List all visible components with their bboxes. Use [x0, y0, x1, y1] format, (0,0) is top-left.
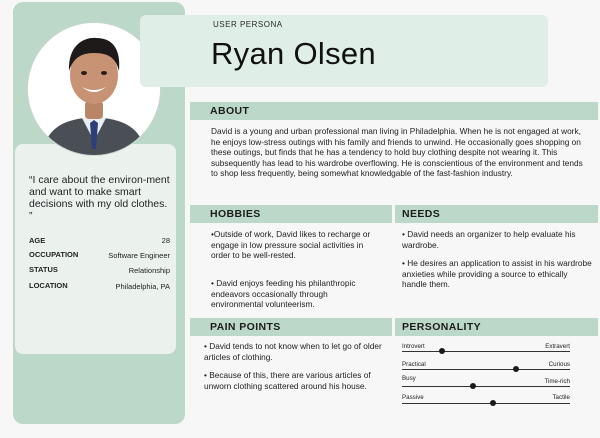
about-text: David is a young and urban professional man living in Philadelphia. When he is not engaged at work, he enjoys low-stress outings with his family and friends to unwind. He occasionally goes shopping on these outings, but finds that he has a tendency to hold buy clothing despite not wearing it. This subsequently has lead to his wardrobe overflowing. He is conscientious of the environment and tends to shop less frequently, being somewhat knowledgable of the fast-fashion industry. — [211, 126, 583, 178]
pain-point-item: • Because of this, there are various articles of unworn clothing scattered around his house. — [204, 370, 371, 391]
location-value: Philadelphia, PA — [115, 282, 170, 291]
age-value: 28 — [161, 236, 170, 245]
age-label: AGE — [29, 236, 46, 245]
occupation-value: Software Engineer — [108, 251, 170, 260]
need-item: • David needs an organizer to help evaluate his wardrobe. — [402, 229, 576, 250]
slider-track — [402, 386, 570, 387]
slider-right-label: Time-rich — [544, 378, 570, 385]
pain-points-title: PAIN POINTS — [210, 321, 281, 333]
status-value: Relationship — [128, 266, 170, 275]
persona-quote: “I care about the environ-ment and want to make smart decisions with my old clothes. ” — [29, 174, 170, 222]
personality-title: PERSONALITY — [402, 321, 482, 333]
slider-track — [402, 351, 570, 352]
hobbies-title: HOBBIES — [210, 208, 261, 220]
slider-knob[interactable] — [490, 400, 496, 406]
slider-left-label: Passive — [402, 394, 424, 401]
slider-knob[interactable] — [470, 383, 476, 389]
pain-point-item: • David tends to not know when to let go of older articles of clothing. — [204, 341, 382, 362]
hobby-item: • David enjoys feeding his philanthropic endeavors occasionally through environmental volunteerism. — [211, 278, 356, 309]
persona-tag: USER PERSONA — [213, 20, 283, 29]
slider-knob[interactable] — [439, 348, 445, 354]
slider-right-label: Curious — [548, 361, 570, 368]
about-bar — [190, 102, 598, 120]
slider-right-label: Extravert — [545, 343, 570, 350]
hobby-item: •Outside of work, David likes to recharge or engage in low pressure social activities in order to be well-rested. — [211, 229, 371, 260]
slider-left-label: Introvert — [402, 343, 425, 350]
about-title: ABOUT — [210, 105, 250, 117]
slider-knob[interactable] — [513, 366, 519, 372]
occupation-label: OCCUPATION — [29, 250, 79, 259]
status-label: STATUS — [29, 265, 58, 274]
need-item: • He desires an application to assist in his wardrobe anxieties while providing a source to ethically handle them. — [402, 258, 592, 289]
slider-track — [402, 403, 570, 404]
needs-title: NEEDS — [402, 208, 441, 220]
persona-name: Ryan Olsen — [211, 36, 376, 71]
slider-left-label: Busy — [402, 375, 416, 382]
slider-left-label: Practical — [402, 361, 426, 368]
slider-track — [402, 369, 570, 370]
location-label: LOCATION — [29, 281, 68, 290]
slider-right-label: Tactile — [552, 394, 570, 401]
